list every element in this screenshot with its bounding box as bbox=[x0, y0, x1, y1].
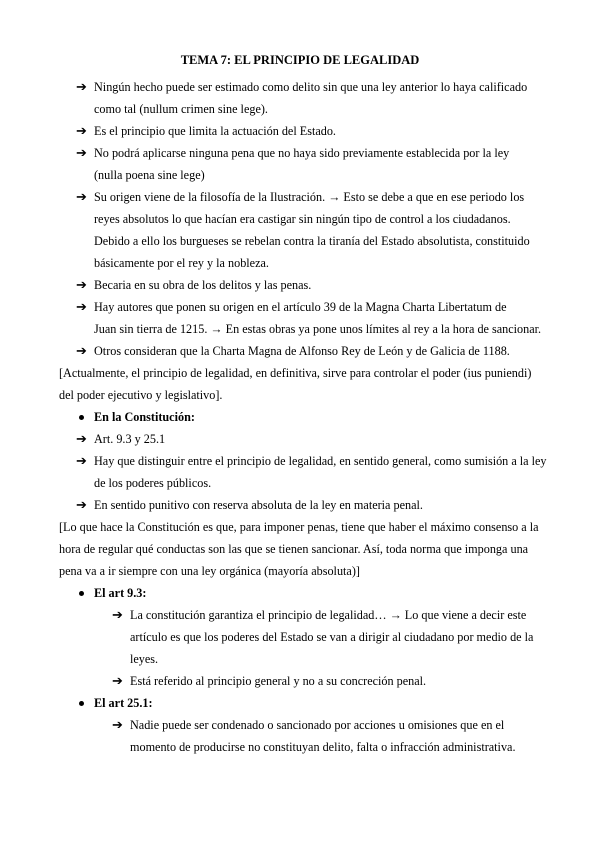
arrow-bullet-icon: ➔ bbox=[112, 717, 123, 732]
arrow-bullet-icon: ➔ bbox=[76, 79, 87, 94]
bullet-text: Juan sin tierra de 1215. → En estas obras ya pone unos límites al rey a la hora de sancionar. bbox=[94, 322, 542, 336]
note-paragraph: [Actualmente, el principio de legalidad, en definitiva, sirve para controlar el poder (ius puniendi) bbox=[59, 366, 532, 380]
bullet-text: No podrá aplicarse ninguna pena que no haya sido previamente establecida por la ley bbox=[94, 146, 510, 160]
bullet-text: Ningún hecho puede ser estimado como delito sin que una ley anterior lo haya calificado bbox=[94, 80, 528, 94]
note-paragraph: del poder ejecutivo y legislativo]. bbox=[59, 388, 223, 402]
dot-bullet-icon bbox=[79, 415, 84, 420]
arrow-bullet-icon: ➔ bbox=[76, 277, 87, 292]
arrow-bullet-icon: ➔ bbox=[76, 189, 87, 204]
bullet-text: Becaria en su obra de los delitos y las penas. bbox=[94, 278, 312, 292]
bullet-text: Su origen viene de la filosofía de la Ilustración. → Esto se debe a que en ese periodo los bbox=[94, 190, 525, 204]
bullet-text: Debido a ello los burgueses se rebelan contra la tiranía del Estado absolutista, constituido bbox=[94, 234, 530, 248]
bullet-text: como tal (nullum crimen sine lege). bbox=[94, 102, 268, 116]
arrow-bullet-icon: ➔ bbox=[76, 497, 87, 512]
bullet-text: Otros consideran que la Charta Magna de Alfonso Rey de León y de Galicia de 1188. bbox=[94, 344, 510, 358]
arrow-bullet-icon: ➔ bbox=[76, 343, 87, 358]
page-title: TEMA 7: EL PRINCIPIO DE LEGALIDAD bbox=[180, 53, 420, 67]
bullet-text: leyes. bbox=[130, 652, 159, 666]
bullet-text: Hay autores que ponen su origen en el artículo 39 de la Magna Charta Libertatum de bbox=[94, 300, 507, 314]
bullet-text: La constitución garantiza el principio de legalidad… → Lo que viene a decir este bbox=[130, 608, 527, 622]
arrow-bullet-icon: ➔ bbox=[112, 673, 123, 688]
section-heading: El art 9.3: bbox=[94, 586, 147, 600]
note-paragraph: [Lo que hace la Constitución es que, para imponer penas, tiene que haber el máximo consenso a la bbox=[59, 520, 539, 534]
arrow-bullet-icon: ➔ bbox=[76, 145, 87, 160]
bullet-text: básicamente por el rey y la nobleza. bbox=[94, 256, 269, 270]
bullet-text: Nadie puede ser condenado o sancionado por acciones u omisiones que en el bbox=[130, 718, 505, 732]
dot-bullet-icon bbox=[79, 591, 84, 596]
dot-bullet-icon bbox=[79, 701, 84, 706]
note-paragraph: pena va a ir siempre con una ley orgánica (mayoría absoluta)] bbox=[59, 564, 360, 578]
section-heading: En la Constitución: bbox=[94, 410, 195, 424]
bullet-text: artículo es que los poderes del Estado se van a dirigir al ciudadano por medio de la bbox=[130, 630, 534, 644]
arrow-bullet-icon: ➔ bbox=[76, 453, 87, 468]
bullet-text: En sentido punitivo con reserva absoluta de la ley en materia penal. bbox=[94, 498, 423, 512]
arrow-bullet-icon: ➔ bbox=[112, 607, 123, 622]
bullet-text: Art. 9.3 y 25.1 bbox=[94, 432, 166, 446]
arrow-bullet-icon: ➔ bbox=[76, 299, 87, 314]
bullet-text: momento de producirse no constituyan delito, falta o infracción administrativa. bbox=[130, 740, 516, 754]
arrow-bullet-icon: ➔ bbox=[76, 431, 87, 446]
bullet-text: (nulla poena sine lege) bbox=[94, 168, 205, 182]
bullet-text: reyes absolutos lo que hacían era castigar sin ningún tipo de control a los ciudadanos. bbox=[94, 212, 511, 226]
note-paragraph: hora de regular qué conductas son las que se tienen sancionar. Así, toda norma que imponga una bbox=[59, 542, 529, 556]
bullet-text: Es el principio que limita la actuación del Estado. bbox=[94, 124, 336, 138]
arrow-bullet-icon: ➔ bbox=[76, 123, 87, 138]
bullet-text: Está referido al principio general y no a su concreción penal. bbox=[130, 674, 427, 688]
bullet-text: de los poderes públicos. bbox=[94, 476, 212, 490]
bullet-text: Hay que distinguir entre el principio de legalidad, en sentido general, como sumisión a la ley bbox=[94, 454, 547, 468]
section-heading: El art 25.1: bbox=[94, 696, 153, 710]
